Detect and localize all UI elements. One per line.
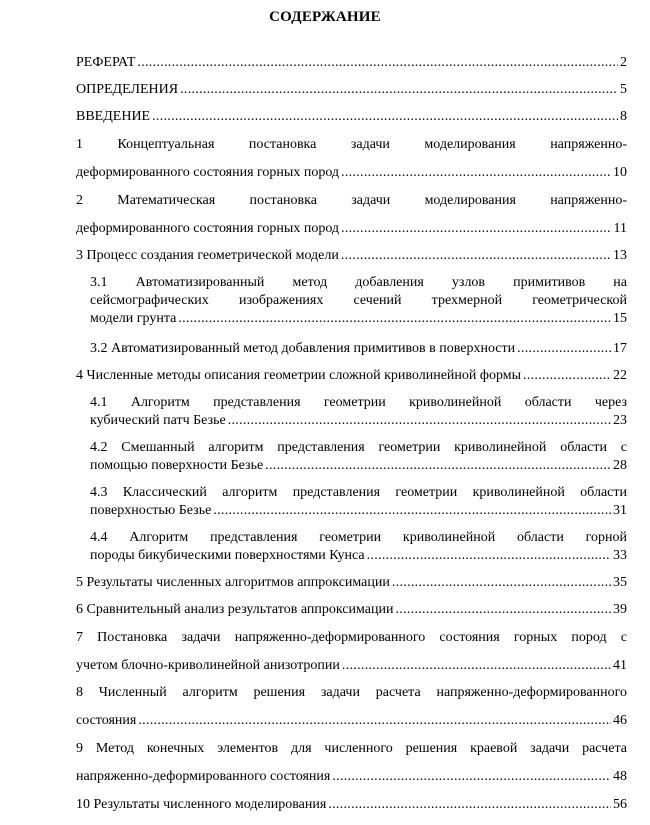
toc-page-number: 5	[620, 82, 627, 97]
toc-entry-3-2[interactable]	[90, 340, 627, 358]
toc-entry-title: 3 Процесс создания геометрической модели	[76, 248, 339, 263]
toc-entry-title-cont: помощью поверхности Безье	[90, 458, 264, 473]
toc-page-number: 56	[613, 797, 627, 812]
toc-entry-6[interactable]	[76, 601, 627, 619]
dot-leader	[152, 108, 618, 126]
toc-entry-title-cont: породы бикубическими поверхностями Кунса	[90, 548, 365, 563]
toc-page-number: 23	[613, 413, 627, 428]
toc-entry-title: РЕФЕРАТ	[76, 55, 136, 70]
toc-entry-5[interactable]	[76, 574, 627, 592]
toc-page-number: 8	[620, 109, 627, 124]
toc-entry-title: 7 Постановка задачи напряженно-деформированного состояния горных пород с	[76, 630, 627, 645]
toc-entry-9[interactable]	[76, 740, 627, 786]
dot-leader	[395, 601, 611, 619]
toc-entry-title-cont: деформированного состояния горных пород	[76, 221, 340, 236]
toc-entry-title: 4.1 Алгоритм представления геометрии криволинейной области через	[90, 395, 627, 410]
toc-entry-title-cont: напряженно-деформированного состояния	[76, 769, 331, 784]
toc-entry-title-cont: учетом блочно-криволинейной анизотропии	[76, 658, 340, 673]
toc-entry-3[interactable]	[76, 247, 627, 265]
toc-page-number: 46	[613, 713, 627, 728]
toc-entry-title-cont: деформированного состояния горных пород	[76, 165, 340, 180]
toc-entry-title: 9 Метод конечных элементов для численного решения краевой задачи расчета	[76, 741, 627, 756]
toc-page-number: 31	[613, 503, 627, 518]
toc-page-number: 2	[620, 55, 627, 70]
toc-page-number: 28	[613, 458, 627, 473]
dot-leader	[228, 412, 611, 430]
dot-leader	[332, 768, 611, 786]
dot-leader	[341, 247, 611, 265]
dot-leader	[328, 796, 611, 814]
dot-leader	[392, 574, 611, 592]
toc-page-number: 17	[613, 341, 627, 356]
toc-entry-title: 5 Результаты численных алгоритмов аппроксимации	[76, 575, 390, 590]
dot-leader	[342, 657, 611, 675]
dot-leader	[265, 457, 611, 475]
toc-entry-1[interactable]	[76, 136, 627, 182]
toc-page-number: 13	[613, 248, 627, 263]
dot-leader	[138, 712, 611, 730]
dot-leader	[178, 310, 611, 328]
toc-entry-title: 3.1 Автоматизированный метод добавления узлов примитивов на	[90, 275, 627, 290]
toc-entry-title: 4.2 Смешанный алгоритм представления геометрии криволинейной области с	[90, 440, 627, 455]
toc-entry-title: 3.2 Автоматизированный метод добавления примитивов в поверхности	[90, 341, 516, 356]
dot-leader	[137, 54, 618, 72]
dot-leader	[341, 220, 611, 238]
toc-entry-10[interactable]	[76, 796, 627, 814]
toc-entry-4-3[interactable]	[90, 484, 627, 520]
toc-page-number: 33	[613, 548, 627, 563]
toc-entry-title: 10 Результаты численного моделирования	[76, 797, 327, 812]
toc-entry-introduction[interactable]	[76, 108, 627, 126]
toc-entry-title-cont: сейсмографических изображениях сечений трехмерной геометрической	[90, 293, 627, 308]
toc-page-number: 39	[613, 602, 627, 617]
dot-leader	[341, 164, 611, 182]
toc-entry-title: 4.4 Алгоритм представления геометрии криволинейной области горной	[90, 530, 627, 545]
toc-entry-title: 1 Концептуальная постановка задачи моделирования напряженно-	[76, 137, 627, 152]
toc-page-number: 22	[613, 368, 627, 383]
toc-page-number: 35	[613, 575, 627, 590]
dot-leader	[517, 340, 611, 358]
toc-entry-title-cont: модели грунта	[90, 311, 177, 326]
dot-leader	[367, 547, 611, 565]
toc-entry-title-cont: поверхностью Безье	[90, 503, 212, 518]
toc-entry-title: 8 Численный алгоритм решения задачи расчета напряженно-деформированного	[76, 685, 627, 700]
toc-entry-7[interactable]	[76, 629, 627, 675]
dot-leader	[180, 81, 618, 99]
toc-entry-title: 6 Сравнительный анализ результатов аппроксимации	[76, 602, 394, 617]
toc-page-number: 41	[613, 658, 627, 673]
toc-entry-title: 4.3 Классический алгоритм представления геометрии криволинейной области	[90, 485, 627, 500]
toc-title: СОДЕРЖАНИЕ	[269, 9, 381, 25]
toc-entry-definitions[interactable]	[76, 81, 627, 99]
toc-page-number: 10	[613, 165, 627, 180]
toc-entry-title: 2 Математическая постановка задачи моделирования напряженно-	[76, 193, 627, 208]
toc-entry-title: ОПРЕДЕЛЕНИЯ	[76, 82, 179, 97]
toc-entry-4-1[interactable]	[90, 394, 627, 430]
toc-entry-4-2[interactable]	[90, 439, 627, 475]
toc-page-number: 48	[613, 769, 627, 784]
toc-page-number: 15	[613, 311, 627, 326]
toc-entry-title-cont: состояния	[76, 713, 137, 728]
toc-page-number: 11	[613, 221, 627, 236]
toc-entry-4-4[interactable]	[90, 529, 627, 565]
toc-entry-title: 4 Численные методы описания геометрии сложной криволинейной формы	[76, 368, 522, 383]
dot-leader	[213, 502, 611, 520]
toc-entry-4[interactable]	[76, 367, 627, 385]
toc-entry-3-1[interactable]	[90, 274, 627, 328]
toc-entry-abstract[interactable]	[76, 54, 627, 72]
toc-entry-8[interactable]	[76, 684, 627, 730]
toc-entry-title-cont: кубический патч Безье	[90, 413, 226, 428]
dot-leader	[523, 367, 611, 385]
toc-entry-2[interactable]	[76, 192, 627, 238]
toc-entry-title: ВВЕДЕНИЕ	[76, 109, 151, 124]
